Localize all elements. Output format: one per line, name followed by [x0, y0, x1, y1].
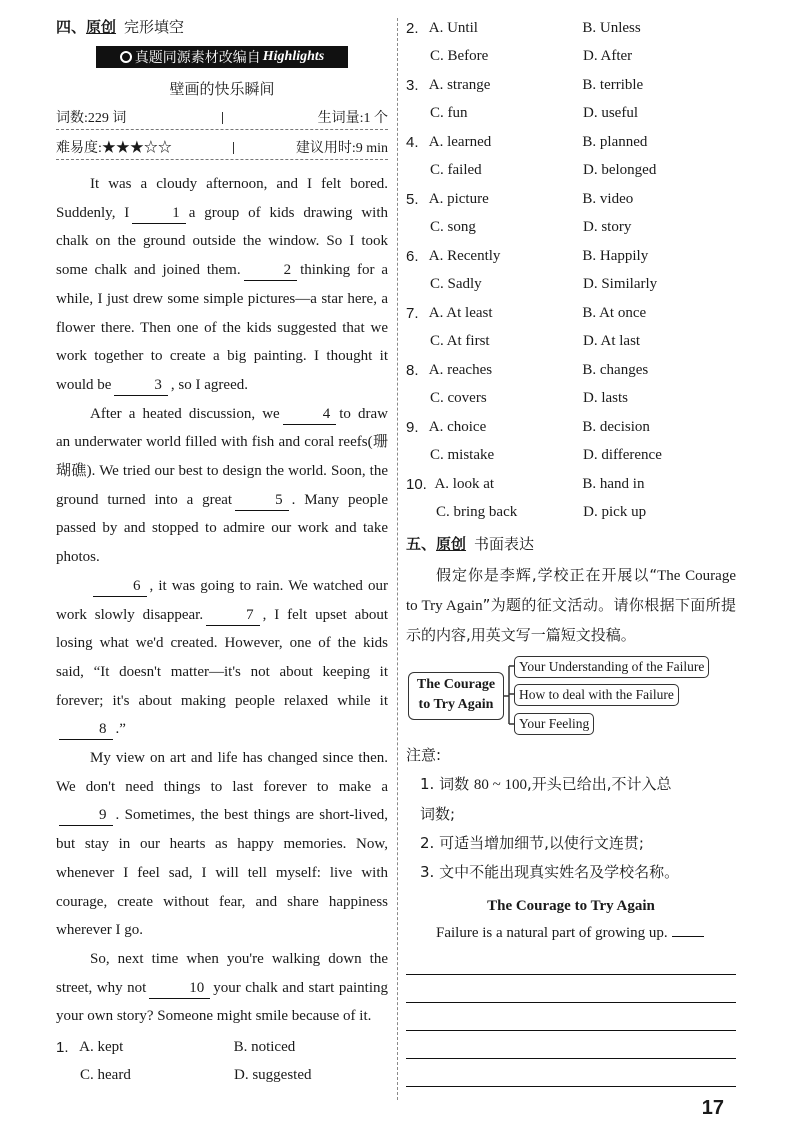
suggested-time: 建议用时:9 min — [295, 141, 388, 156]
new-words: 生词量:1 个 — [317, 111, 388, 126]
left-column — [56, 14, 388, 1090]
option-b[interactable]: B. Happily — [582, 247, 649, 264]
cloze-passage — [56, 170, 388, 1031]
option-d[interactable]: D. Similarly — [583, 276, 658, 293]
writing-line[interactable] — [406, 975, 736, 1003]
option-a[interactable]: A. At least — [428, 304, 493, 321]
question-number: 10. — [406, 475, 427, 493]
question-10 — [406, 470, 736, 527]
option-b[interactable]: B. At once — [582, 304, 647, 321]
note-1: 1. 词数 80 ~ 100,开头已给出,不计入总 — [420, 775, 672, 793]
question-number: 6. — [406, 247, 419, 265]
blank-3[interactable]: 3 — [114, 375, 168, 396]
option-d[interactable]: D. lasts — [583, 390, 628, 407]
option-c[interactable]: C. song — [430, 219, 476, 236]
section-title: 书面表达 — [474, 534, 535, 553]
option-c[interactable]: C. covers — [430, 390, 487, 407]
difficulty: 难易度:★★★☆☆ — [56, 141, 172, 156]
paragraph-3: 6 , it was going to rain. We watched our work slowly disappear. 7 , I felt upset about losing what we'd created. However, one of the kids said, “It doesn't matter—it's not about keeping it forever; it's about making people relaxed while it8 .” — [56, 572, 388, 744]
writing-line[interactable] — [406, 947, 736, 975]
question-7 — [406, 299, 736, 356]
option-b[interactable]: B. decision — [582, 418, 650, 435]
writing-line[interactable] — [406, 1059, 736, 1087]
writing-prompt: 假定你是李辉,学校正在开展以“The Courage to Try Again”为题的征文活动。请你根据下面所提示的内容,用英文写一篇短文投稿。 — [406, 566, 737, 644]
note-3: 3. 文中不能出现真实姓名及学校名称。 — [420, 863, 680, 881]
option-d[interactable]: D. pick up — [583, 504, 647, 521]
section-title: 完形填空 — [124, 17, 185, 36]
passage-title: 壁画的快乐瞬间 — [169, 80, 275, 98]
option-a[interactable]: A. Until — [428, 19, 478, 36]
blank-4[interactable]: 4 — [283, 404, 337, 425]
blank-5[interactable]: 5 — [235, 490, 289, 511]
option-a[interactable]: A. reaches — [428, 361, 493, 378]
option-a[interactable]: A. picture — [428, 190, 489, 207]
option-b[interactable]: B. terrible — [582, 76, 644, 93]
question-9 — [406, 413, 736, 470]
option-d[interactable]: D. At last — [583, 333, 641, 350]
page-number: 17 — [701, 1097, 724, 1119]
blank-10[interactable]: 10 — [149, 978, 210, 999]
question-number: 7. — [406, 304, 419, 322]
question-number: 5. — [406, 190, 419, 208]
blank-9[interactable]: 9 — [59, 805, 113, 826]
option-a[interactable]: A. choice — [428, 418, 487, 435]
option-a[interactable]: A. Recently — [428, 247, 501, 264]
separator — [233, 142, 234, 154]
paragraph-2: After a heated discussion, we 4 to draw an underwater world filled with fish and coral reefs(珊瑚礁). We tried our best to design the world. Soon, the ground turned into a great 5 . Many people passed by and stopped to admire our work and take photos. — [56, 405, 388, 566]
question-row — [56, 1062, 388, 1091]
note-2: 2. 可适当增加细节,以使行文连贯; — [420, 834, 644, 852]
option-a[interactable]: A. strange — [428, 76, 491, 93]
blank-6[interactable]: 6 — [93, 576, 147, 597]
source-name: Highlights — [262, 49, 325, 64]
meta-row-1 — [56, 106, 388, 130]
blank-8[interactable]: 8 — [59, 719, 113, 740]
question-number: 1. — [56, 1038, 69, 1056]
option-c[interactable]: C. fun — [430, 105, 468, 122]
meta-row-2 — [56, 136, 388, 160]
mind-map — [406, 656, 736, 736]
question-number: 2. — [406, 19, 419, 37]
mind-map-node-understanding: Your Understanding of the Failure — [514, 656, 709, 678]
paragraph-5: So, next time when you're walking down the street, why not 10 your chalk and start painting your own story? Someone might smile because of it. — [56, 950, 388, 1025]
section-number: 四、 — [56, 17, 87, 36]
option-b[interactable]: B. video — [582, 190, 634, 207]
blank-2[interactable]: 2 — [244, 260, 298, 281]
question-4 — [406, 128, 736, 185]
writing-line[interactable] — [406, 1031, 736, 1059]
option-c[interactable]: C. bring back — [436, 504, 518, 521]
option-b[interactable]: B. Unless — [582, 19, 641, 36]
section-4-heading — [56, 14, 388, 38]
blank-1[interactable]: 1 — [132, 203, 186, 224]
notes-heading: 注意: — [406, 746, 442, 764]
option-a[interactable]: A. learned — [428, 133, 492, 150]
option-c[interactable]: C. mistake — [430, 447, 495, 464]
question-number: 4. — [406, 133, 419, 151]
question-number: 9. — [406, 418, 419, 436]
question-6 — [406, 242, 736, 299]
right-column — [406, 14, 736, 1087]
question-list — [406, 14, 736, 527]
option-a[interactable]: A. look at — [434, 475, 495, 492]
question-number: 3. — [406, 76, 419, 94]
original-tag: 原创 — [86, 17, 117, 36]
question-5 — [406, 185, 736, 242]
word-count: 词数:229 词 — [56, 111, 127, 126]
option-c[interactable]: C. Sadly — [430, 276, 482, 293]
source-label: 真题同源素材改编自 — [134, 50, 261, 66]
mind-map-center: The Courage to Try Again — [408, 672, 504, 720]
option-a[interactable]: A. kept — [79, 1038, 124, 1055]
question-number: 8. — [406, 361, 419, 379]
blank-7[interactable]: 7 — [206, 605, 260, 626]
question-8 — [406, 356, 736, 413]
section-number: 五、 — [406, 534, 437, 553]
option-d[interactable]: D. suggested — [234, 1067, 312, 1084]
question-row — [56, 1033, 388, 1062]
paragraph-4: My view on art and life has changed since then. We don't need things to last forever to make a9 . Sometimes, the best things are short-lived, but stay in our hearts as happy memories. Now, whenever I feel sad, I will tell myself: live with courage, create without fear, and share happiness wherever I go. — [56, 750, 388, 939]
option-d[interactable]: D. story — [583, 219, 632, 236]
option-c[interactable]: C. At first — [430, 333, 490, 350]
option-b[interactable]: B. noticed — [233, 1038, 296, 1055]
option-d[interactable]: D. After — [583, 48, 633, 65]
source-banner — [96, 46, 348, 68]
option-d[interactable]: D. useful — [583, 105, 638, 122]
option-c[interactable]: C. heard — [80, 1067, 131, 1084]
option-b[interactable]: B. changes — [582, 361, 649, 378]
essay-title: The Courage to Try Again — [487, 898, 655, 914]
column-divider — [397, 18, 398, 1100]
question-3 — [406, 71, 736, 128]
original-tag: 原创 — [436, 534, 467, 553]
option-b[interactable]: B. planned — [582, 133, 648, 150]
notes-list — [406, 770, 736, 887]
option-c[interactable]: C. Before — [430, 48, 489, 65]
option-d[interactable]: D. difference — [583, 447, 662, 464]
option-c[interactable]: C. failed — [430, 162, 482, 179]
writing-line[interactable] — [406, 1003, 736, 1031]
essay-start-blank[interactable] — [672, 923, 704, 937]
location-pin-icon — [120, 51, 132, 63]
section-5-heading — [406, 531, 736, 555]
question-1 — [56, 1033, 388, 1090]
mind-map-node-deal: How to deal with the Failure — [514, 684, 679, 706]
essay-start: Failure is a natural part of growing up. — [406, 919, 736, 947]
separator — [222, 112, 223, 124]
mind-map-node-feeling: Your Feeling — [514, 713, 594, 735]
note-1-continued: 词数; — [420, 805, 456, 823]
option-d[interactable]: D. belonged — [583, 162, 657, 179]
question-2 — [406, 14, 736, 71]
paragraph-1: It was a cloudy afternoon, and I felt bored. Suddenly, I 1 a group of kids drawing with chalk on the ground outside the window. So I took some chalk and joined them. 2 thinking for a while, I just drew some simple pictures—a star here, a flower there. Then one of the kids suggested that we work together to create a big painting. I thought it would be 3 , so I agreed. — [56, 170, 388, 400]
option-b[interactable]: B. hand in — [582, 475, 645, 492]
